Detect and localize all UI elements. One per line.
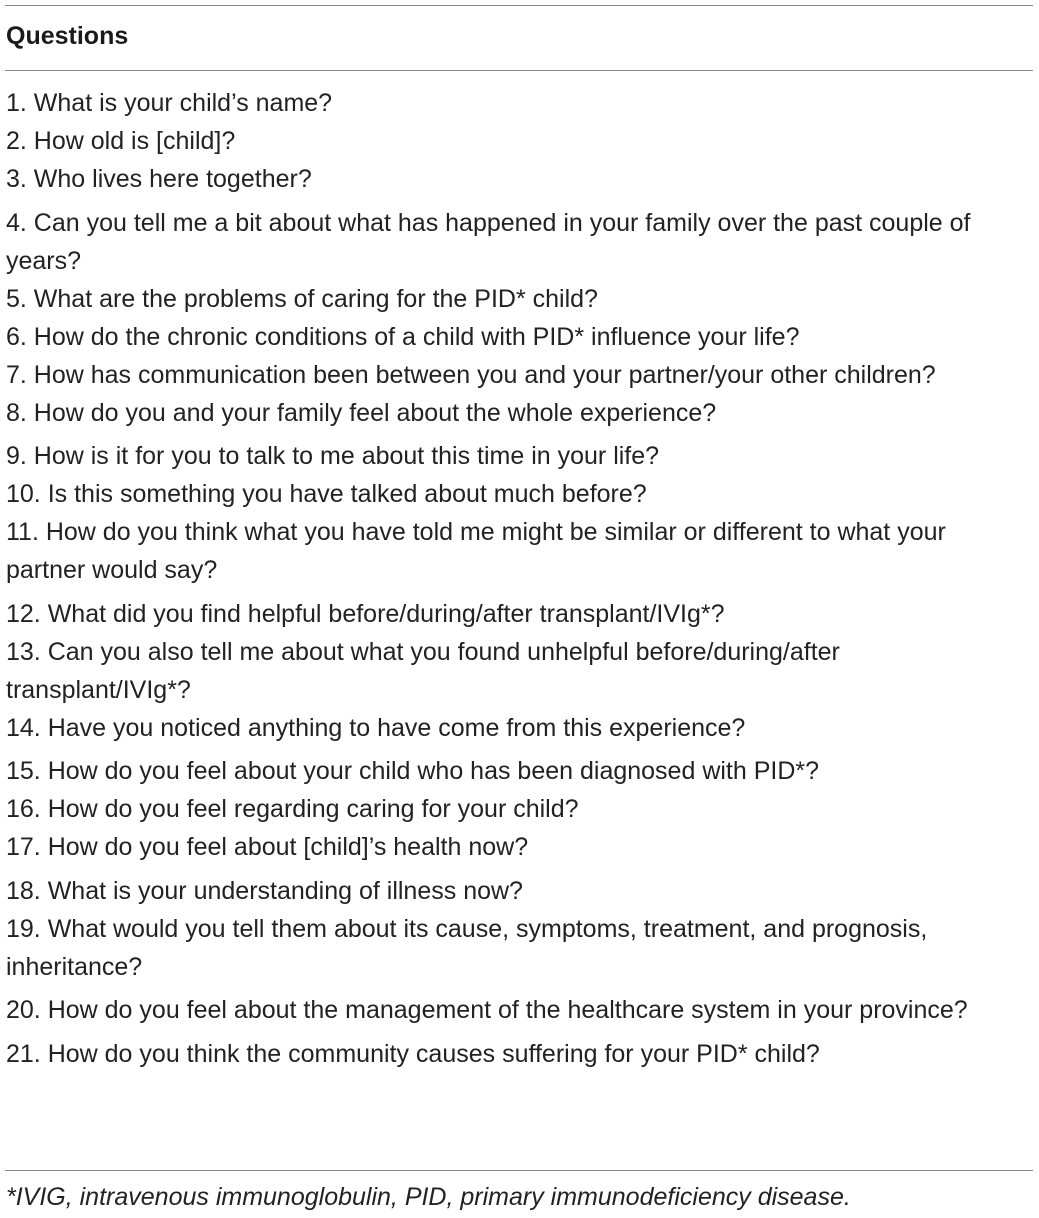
question-item: 10. Is this something you have talked about much before?: [6, 480, 647, 508]
question-item: 6. How do the chronic conditions of a child with PID* influence your life?: [6, 322, 800, 351]
question-item: 18. What is your understanding of illness now?: [6, 876, 523, 905]
question-item: 5. What are the problems of caring for the PID* child?: [6, 284, 598, 313]
question-item: 7. How has communication been between you and your partner/your other children?: [6, 360, 936, 389]
question-item: 14. Have you noticed anything to have come from this experience?: [6, 713, 746, 742]
question-item: 20. How do you feel about the management of the healthcare system in your province?: [6, 996, 968, 1024]
question-item: 11. How do you think what you have told me might be similar or different to what your partner would say?: [6, 518, 953, 584]
column-header: Questions: [6, 22, 129, 50]
question-item: 2. How old is [child]?: [6, 127, 236, 155]
question-item: 3. Who lives here together?: [6, 165, 312, 193]
question-item: 4. Can you tell me a bit about what has happened in your family over the past couple of years?: [6, 208, 978, 275]
question-item: 8. How do you and your family feel about the whole experience?: [6, 398, 717, 427]
question-list: [6, 84, 1006, 1073]
question-item: 9. How is it for you to talk to me about this time in your life?: [6, 442, 660, 470]
question-item: 15. How do you feel about your child who has been diagnosed with PID*?: [6, 757, 820, 785]
question-item: 1. What is your child’s name?: [6, 89, 333, 117]
question-item: 12. What did you find helpful before/during/after transplant/IVIg*?: [6, 599, 725, 628]
question-item: 16. How do you feel regarding caring for your child?: [6, 795, 579, 823]
footer-rule: [5, 1170, 1033, 1171]
question-item: 13. Can you also tell me about what you found unhelpful before/during/after transplant/IVIg*?: [6, 637, 847, 704]
table-footnote: *IVIG, intravenous immunoglobulin, PID, primary immunodeficiency disease.: [6, 1183, 851, 1211]
top-rule: [5, 5, 1033, 6]
header-rule: [5, 70, 1033, 71]
question-item: 19. What would you tell them about its cause, symptoms, treatment, and prognosis, inheritance?: [6, 914, 935, 981]
question-item: 21. How do you think the community causes suffering for your PID* child?: [6, 1039, 820, 1068]
question-item: 17. How do you feel about [child]’s health now?: [6, 833, 529, 861]
